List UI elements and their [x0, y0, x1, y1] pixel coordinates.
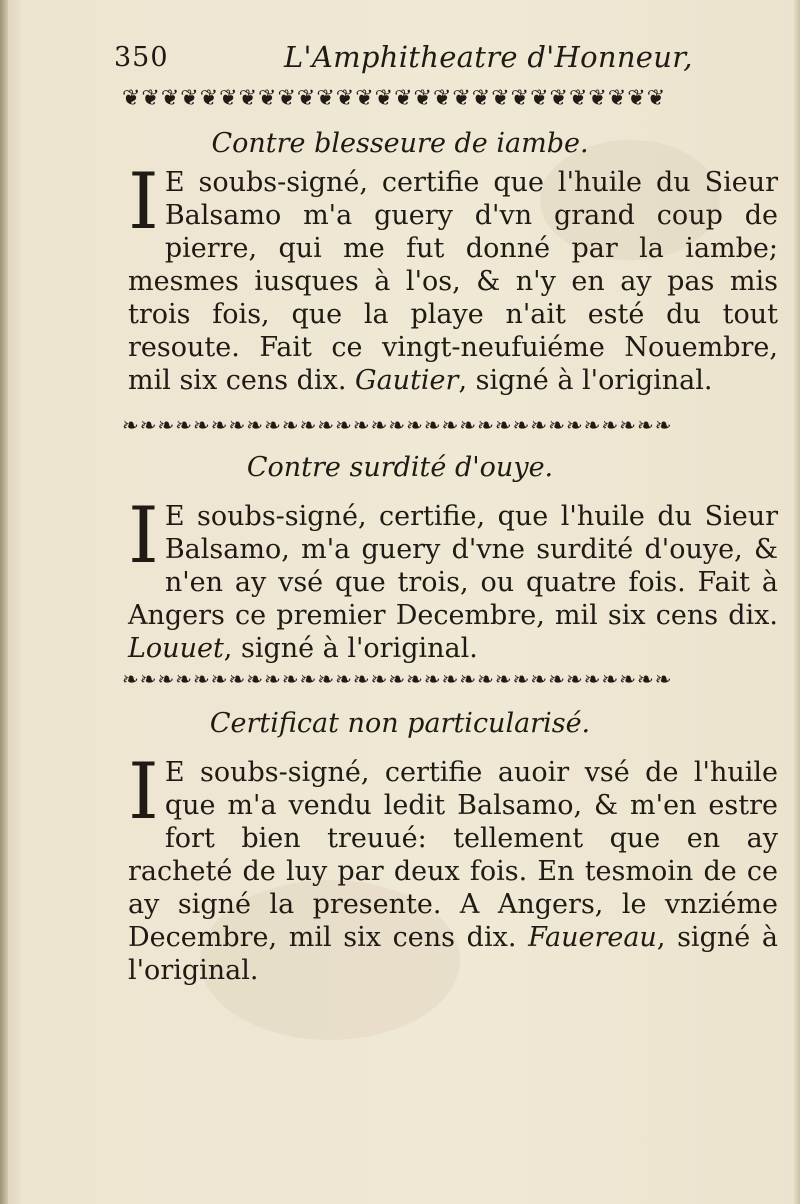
section-heading-blesseure: Contre blesseure de iambe. [211, 128, 589, 159]
page-header [114, 38, 774, 82]
ornament-band-top: ❦❦❦❦❦❦❦❦❦❦❦❦❦❦❦❦❦❦❦❦❦❦❦❦❦❦❦❦ [122, 86, 667, 111]
certificate-surdite [128, 491, 778, 665]
ornament-divider: ❧❧❧❧❧❧❧❧❧❧❧❧❧❧❧❧❧❧❧❧❧❧❧❧❧❧❧❧❧❧❧ [122, 414, 673, 436]
drop-cap: I [128, 491, 159, 581]
certificate-text [128, 747, 778, 987]
section-heading-surdite: Contre surdité d'ouye. [246, 452, 554, 483]
drop-cap: I [128, 747, 159, 837]
section-heading-non-particularise: Certificat non particularisé. [209, 708, 591, 739]
certificate-body: E soubs-signé, certifie que l'huile du Sieur Balsamo m'a guery d'vn grand coup de pierre, qui me fut donné par la iambe; mesmes iusques à l'os, & n'y en ay pas mis trois fois, que la playe n'ait esté du tout resoute. Fait ce vingt-neufuiéme Nouembre, mil six cens dix. [128, 167, 778, 396]
signature: Gautier [355, 365, 459, 396]
certificate-body: E soubs-signé, certifie auoir vsé de l'huile que m'a vendu ledit Balsamo, & m'en estre fort bien treuué: tellement que en ay racheté de luy par deux fois. En tesmoin de ce ay signé la presente. A Angers, le vnziéme Decembre, mil six cens dix. [128, 757, 778, 953]
ornament-divider: ❧❧❧❧❧❧❧❧❧❧❧❧❧❧❧❧❧❧❧❧❧❧❧❧❧❧❧❧❧❧❧ [122, 668, 673, 690]
signature: Fauereau [528, 922, 657, 953]
drop-cap: I [128, 157, 159, 247]
signature-closing: , signé à l'original. [128, 922, 778, 986]
signature-closing: , signé à l'original. [223, 633, 478, 664]
running-title: L'Amphitheatre d'Honneur, [284, 40, 693, 74]
certificate-text [128, 491, 778, 665]
certificate-blesseure [128, 157, 778, 397]
page-number: 350 [114, 42, 169, 73]
certificate-text [128, 157, 778, 397]
certificate-body: E soubs-signé, certifie, que l'huile du Sieur Balsamo, m'a guery d'vne surdité d'ouye, & n'en ay vsé que trois, ou quatre fois. Fait à Angers ce premier Decembre, mil six cens dix. [128, 501, 778, 631]
signature: Louuet [128, 633, 224, 664]
signature-closing: , signé à l'original. [458, 365, 713, 396]
certificate-non-particularise [128, 747, 778, 987]
